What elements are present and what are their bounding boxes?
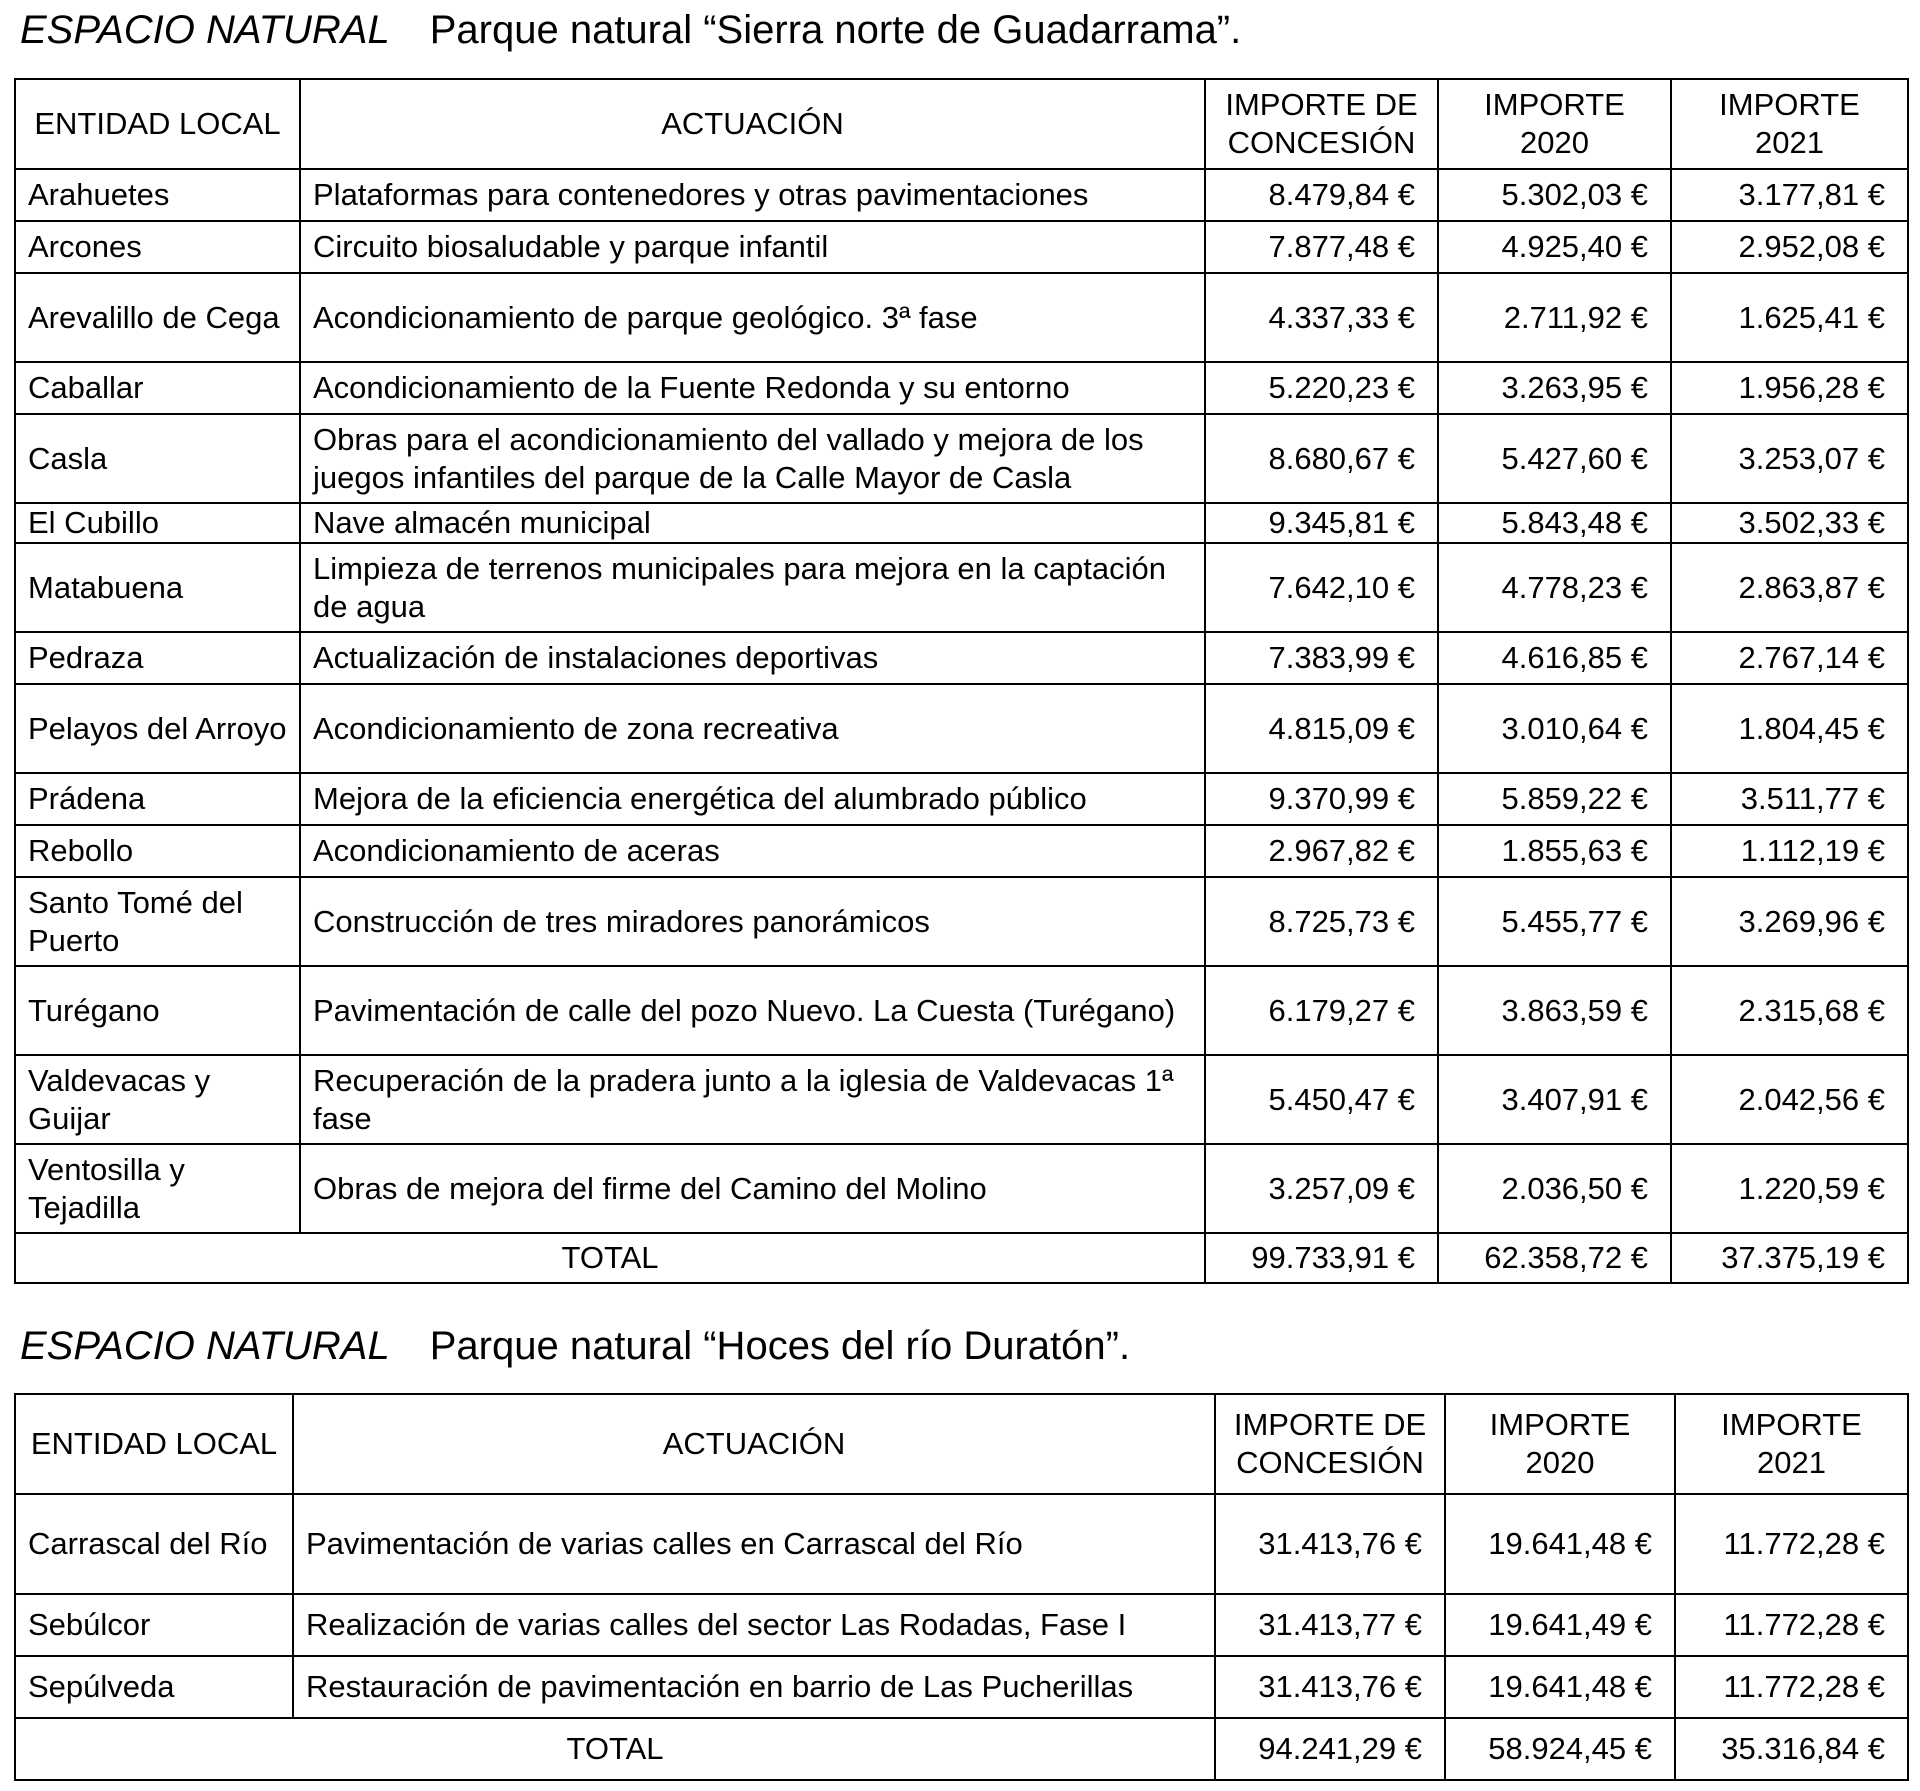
- importe-2021-cell: 11.772,28 €: [1675, 1594, 1908, 1656]
- actuacion-cell: Restauración de pavimentación en barrio de Las Pucherillas: [293, 1656, 1215, 1718]
- section-title: [20, 6, 1241, 54]
- actuacion-cell: Obras para el acondicionamiento del vallado y mejora de los juegos infantiles del parque de la Calle Mayor de Casla: [300, 414, 1205, 503]
- table-row: [15, 1656, 1908, 1718]
- header-2021: IMPORTE 2021: [1675, 1394, 1908, 1494]
- entidad-cell: Turégano: [15, 966, 300, 1055]
- entidad-cell: Arahuetes: [15, 169, 300, 221]
- concesion-cell: 7.642,10 €: [1205, 543, 1438, 632]
- importe-2020-cell: 2.711,92 €: [1438, 273, 1671, 362]
- header-row: [15, 1394, 1908, 1494]
- table-row: [15, 221, 1908, 273]
- importe-2021-cell: 2.042,56 €: [1671, 1055, 1908, 1144]
- entidad-cell: Carrascal del Río: [15, 1494, 293, 1594]
- total-concesion: 94.241,29 €: [1215, 1718, 1445, 1780]
- park-name: Parque natural “Hoces del río Duratón”.: [429, 1324, 1131, 1368]
- table-row: [15, 877, 1908, 966]
- importe-2020-cell: 3.407,91 €: [1438, 1055, 1671, 1144]
- importe-2020-cell: 5.859,22 €: [1438, 773, 1671, 825]
- concesion-cell: 5.220,23 €: [1205, 362, 1438, 414]
- importe-2021-cell: 3.269,96 €: [1671, 877, 1908, 966]
- entidad-cell: Sebúlcor: [15, 1594, 293, 1656]
- importe-2020-cell: 4.778,23 €: [1438, 543, 1671, 632]
- total-2021: 37.375,19 €: [1671, 1233, 1908, 1283]
- concesion-cell: 7.383,99 €: [1205, 632, 1438, 684]
- importe-2021-cell: 1.804,45 €: [1671, 684, 1908, 773]
- section-label: ESPACIO NATURAL: [20, 8, 390, 52]
- table-row: [15, 632, 1908, 684]
- importe-2020-cell: 2.036,50 €: [1438, 1144, 1671, 1233]
- importe-2021-cell: 2.863,87 €: [1671, 543, 1908, 632]
- importe-2020-cell: 5.302,03 €: [1438, 169, 1671, 221]
- actuacion-cell: Plataformas para contenedores y otras pavimentaciones: [300, 169, 1205, 221]
- concesion-cell: 2.967,82 €: [1205, 825, 1438, 877]
- header-2020: IMPORTE 2020: [1445, 1394, 1675, 1494]
- section-title: [20, 1322, 1130, 1370]
- concesion-cell: 9.370,99 €: [1205, 773, 1438, 825]
- total-2020: 58.924,45 €: [1445, 1718, 1675, 1780]
- concesion-cell: 31.413,77 €: [1215, 1594, 1445, 1656]
- importe-2020-cell: 4.925,40 €: [1438, 221, 1671, 273]
- entidad-cell: Pedraza: [15, 632, 300, 684]
- total-2021: 35.316,84 €: [1675, 1718, 1908, 1780]
- importe-2020-cell: 3.263,95 €: [1438, 362, 1671, 414]
- grants-table-guadarrama: [14, 78, 1909, 1284]
- actuacion-cell: Nave almacén municipal: [300, 503, 1205, 543]
- table-row: [15, 966, 1908, 1055]
- entidad-cell: Caballar: [15, 362, 300, 414]
- importe-2020-cell: 3.863,59 €: [1438, 966, 1671, 1055]
- total-row: [15, 1718, 1908, 1780]
- actuacion-cell: Pavimentación de calle del pozo Nuevo. La Cuesta (Turégano): [300, 966, 1205, 1055]
- concesion-cell: 31.413,76 €: [1215, 1494, 1445, 1594]
- actuacion-cell: Acondicionamiento de la Fuente Redonda y su entorno: [300, 362, 1205, 414]
- entidad-cell: Pelayos del Arroyo: [15, 684, 300, 773]
- concesion-cell: 4.815,09 €: [1205, 684, 1438, 773]
- entidad-cell: Matabuena: [15, 543, 300, 632]
- importe-2021-cell: 2.952,08 €: [1671, 221, 1908, 273]
- table-row: [15, 414, 1908, 503]
- table-row: [15, 825, 1908, 877]
- importe-2020-cell: 5.427,60 €: [1438, 414, 1671, 503]
- table-row: [15, 503, 1908, 543]
- total-row: [15, 1233, 1908, 1283]
- concesion-cell: 7.877,48 €: [1205, 221, 1438, 273]
- importe-2021-cell: 2.315,68 €: [1671, 966, 1908, 1055]
- table-row: [15, 169, 1908, 221]
- entidad-cell: Valdevacas y Guijar: [15, 1055, 300, 1144]
- importe-2020-cell: 1.855,63 €: [1438, 825, 1671, 877]
- entidad-cell: Arevalillo de Cega: [15, 273, 300, 362]
- entidad-cell: El Cubillo: [15, 503, 300, 543]
- total-label: TOTAL: [15, 1233, 1205, 1283]
- concesion-cell: 3.257,09 €: [1205, 1144, 1438, 1233]
- actuacion-cell: Circuito biosaludable y parque infantil: [300, 221, 1205, 273]
- entidad-cell: Ventosilla y Tejadilla: [15, 1144, 300, 1233]
- header-2020: IMPORTE 2020: [1438, 79, 1671, 169]
- importe-2020-cell: 19.641,48 €: [1445, 1656, 1675, 1718]
- importe-2021-cell: 2.767,14 €: [1671, 632, 1908, 684]
- concesion-cell: 9.345,81 €: [1205, 503, 1438, 543]
- concesion-cell: 4.337,33 €: [1205, 273, 1438, 362]
- entidad-cell: Prádena: [15, 773, 300, 825]
- importe-2021-cell: 3.511,77 €: [1671, 773, 1908, 825]
- table-row: [15, 543, 1908, 632]
- importe-2021-cell: 11.772,28 €: [1675, 1656, 1908, 1718]
- entidad-cell: Arcones: [15, 221, 300, 273]
- importe-2021-cell: 1.956,28 €: [1671, 362, 1908, 414]
- table-row: [15, 773, 1908, 825]
- entidad-cell: Casla: [15, 414, 300, 503]
- importe-2021-cell: 11.772,28 €: [1675, 1494, 1908, 1594]
- table-row: [15, 362, 1908, 414]
- header-concesion: IMPORTE DE CONCESIÓN: [1205, 79, 1438, 169]
- concesion-cell: 5.450,47 €: [1205, 1055, 1438, 1144]
- importe-2021-cell: 1.625,41 €: [1671, 273, 1908, 362]
- header-concesion: IMPORTE DE CONCESIÓN: [1215, 1394, 1445, 1494]
- total-2020: 62.358,72 €: [1438, 1233, 1671, 1283]
- total-concesion: 99.733,91 €: [1205, 1233, 1438, 1283]
- table-row: [15, 1055, 1908, 1144]
- importe-2020-cell: 19.641,49 €: [1445, 1594, 1675, 1656]
- actuacion-cell: Acondicionamiento de zona recreativa: [300, 684, 1205, 773]
- actuacion-cell: Recuperación de la pradera junto a la iglesia de Valdevacas 1ª fase: [300, 1055, 1205, 1144]
- concesion-cell: 31.413,76 €: [1215, 1656, 1445, 1718]
- concesion-cell: 8.725,73 €: [1205, 877, 1438, 966]
- importe-2021-cell: 3.177,81 €: [1671, 169, 1908, 221]
- importe-2020-cell: 4.616,85 €: [1438, 632, 1671, 684]
- entidad-cell: Sepúlveda: [15, 1656, 293, 1718]
- table-row: [15, 1594, 1908, 1656]
- park-name: Parque natural “Sierra norte de Guadarrama”.: [429, 8, 1242, 52]
- actuacion-cell: Construcción de tres miradores panorámicos: [300, 877, 1205, 966]
- table-row: [15, 684, 1908, 773]
- actuacion-cell: Limpieza de terrenos municipales para mejora en la captación de agua: [300, 543, 1205, 632]
- header-2021: IMPORTE 2021: [1671, 79, 1908, 169]
- importe-2020-cell: 19.641,48 €: [1445, 1494, 1675, 1594]
- section-label: ESPACIO NATURAL: [20, 1324, 390, 1368]
- importe-2020-cell: 3.010,64 €: [1438, 684, 1671, 773]
- importe-2020-cell: 5.843,48 €: [1438, 503, 1671, 543]
- actuacion-cell: Obras de mejora del firme del Camino del Molino: [300, 1144, 1205, 1233]
- header-actuacion: ACTUACIÓN: [293, 1394, 1215, 1494]
- concesion-cell: 8.680,67 €: [1205, 414, 1438, 503]
- entidad-cell: Rebollo: [15, 825, 300, 877]
- actuacion-cell: Pavimentación de varias calles en Carrascal del Río: [293, 1494, 1215, 1594]
- actuacion-cell: Actualización de instalaciones deportivas: [300, 632, 1205, 684]
- grants-table-duraton: [14, 1393, 1909, 1781]
- table-row: [15, 273, 1908, 362]
- concesion-cell: 6.179,27 €: [1205, 966, 1438, 1055]
- table-row: [15, 1144, 1908, 1233]
- actuacion-cell: Mejora de la eficiencia energética del alumbrado público: [300, 773, 1205, 825]
- importe-2021-cell: 1.220,59 €: [1671, 1144, 1908, 1233]
- header-entidad: ENTIDAD LOCAL: [15, 1394, 293, 1494]
- header-row: [15, 79, 1908, 169]
- total-label: TOTAL: [15, 1718, 1215, 1780]
- header-entidad: ENTIDAD LOCAL: [15, 79, 300, 169]
- importe-2020-cell: 5.455,77 €: [1438, 877, 1671, 966]
- concesion-cell: 8.479,84 €: [1205, 169, 1438, 221]
- importe-2021-cell: 1.112,19 €: [1671, 825, 1908, 877]
- entidad-cell: Santo Tomé del Puerto: [15, 877, 300, 966]
- table-row: [15, 1494, 1908, 1594]
- actuacion-cell: Acondicionamiento de aceras: [300, 825, 1205, 877]
- importe-2021-cell: 3.253,07 €: [1671, 414, 1908, 503]
- actuacion-cell: Realización de varias calles del sector Las Rodadas, Fase I: [293, 1594, 1215, 1656]
- importe-2021-cell: 3.502,33 €: [1671, 503, 1908, 543]
- header-actuacion: ACTUACIÓN: [300, 79, 1205, 169]
- actuacion-cell: Acondicionamiento de parque geológico. 3ª fase: [300, 273, 1205, 362]
